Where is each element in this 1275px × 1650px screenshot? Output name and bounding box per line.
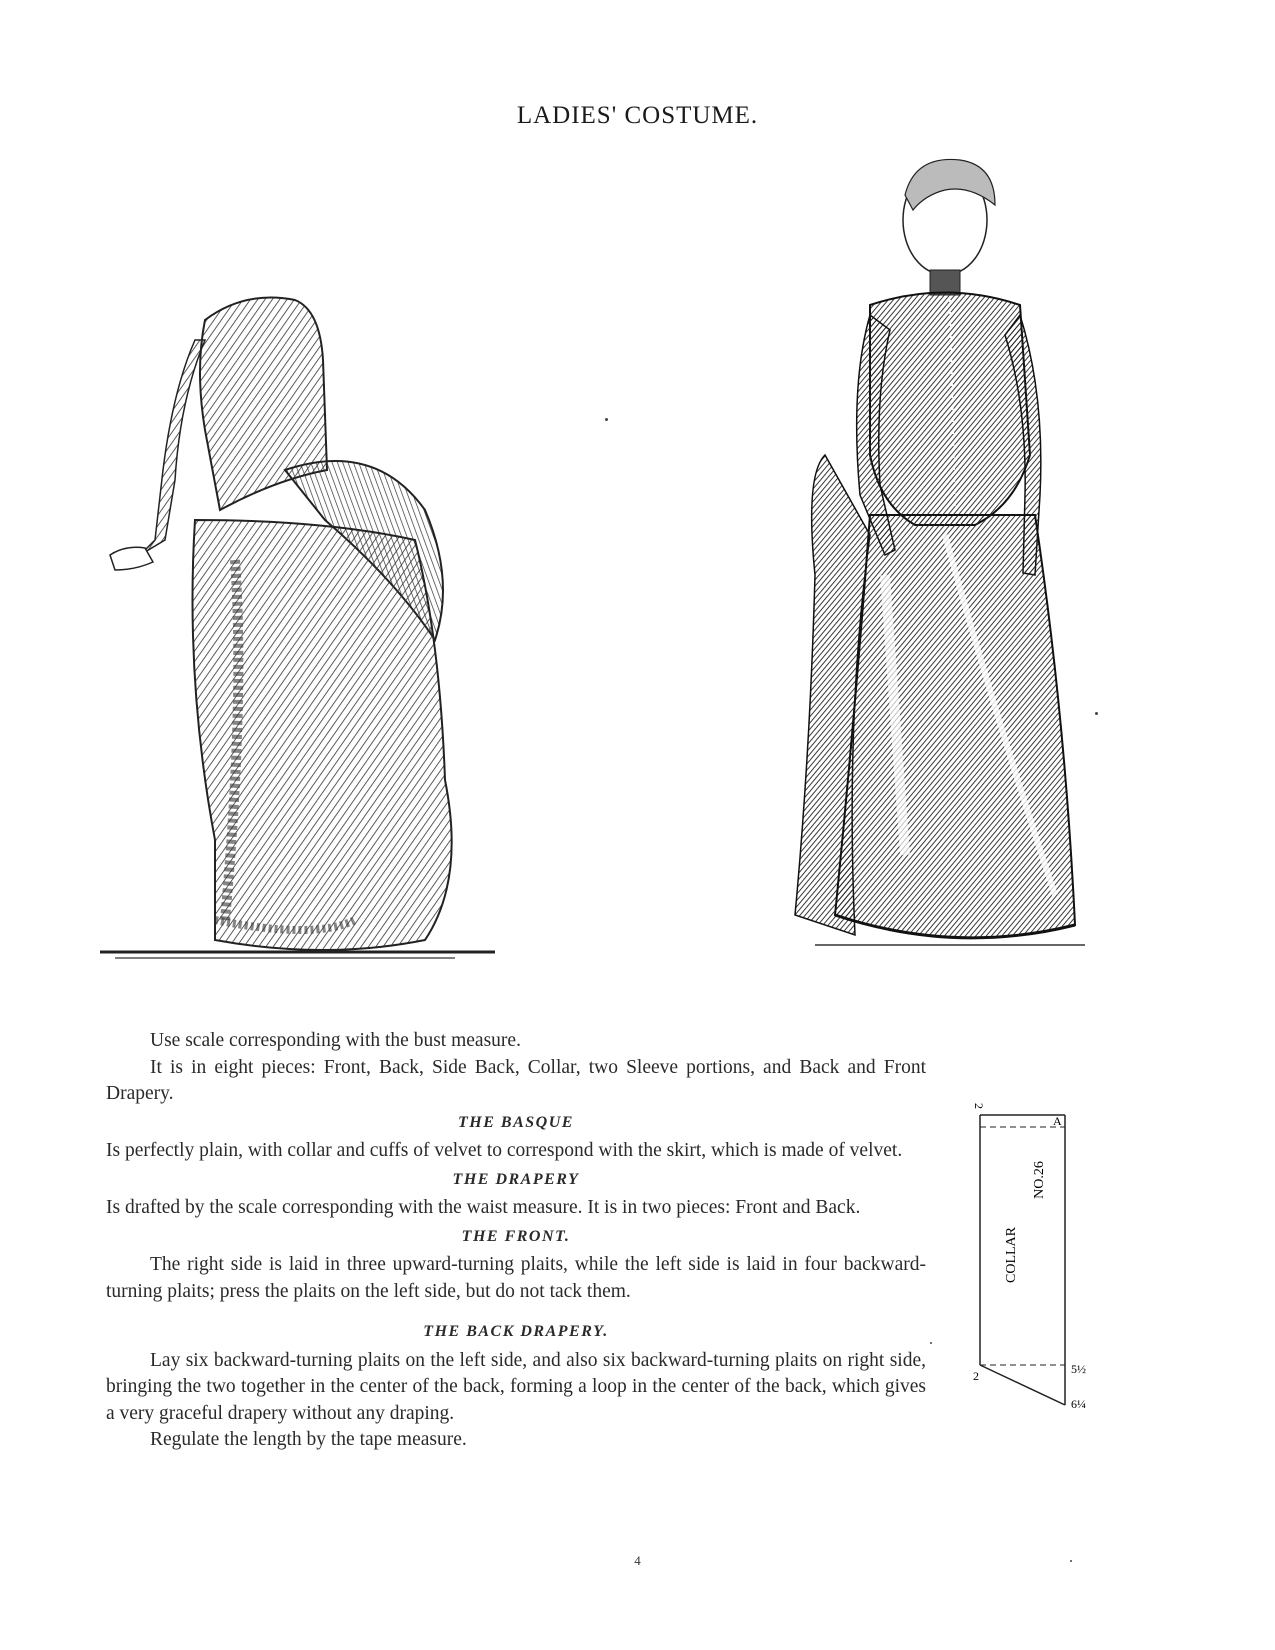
- heading-drapery: THE DRAPERY: [452, 1170, 580, 1188]
- collar-pattern-diagram: [972, 1103, 1115, 1465]
- paragraph-length: Regulate the length by the tape measure.: [150, 1429, 467, 1450]
- heading-basque: THE BASQUE: [458, 1113, 574, 1131]
- front-view-illustration: [795, 155, 1135, 995]
- paragraph-front: The right side is laid in three upward-turning plaits, while the left side is laid in four backward-turning plaits; press the plaits on the left side, but do not tack them.: [106, 1254, 926, 1302]
- heading-back-drapery: THE BACK DRAPERY.: [423, 1323, 609, 1340]
- back-view-illustration: [95, 280, 515, 1000]
- paragraph-scale: Use scale corresponding with the bust measure.: [150, 1030, 521, 1051]
- paragraph-basque: Is perfectly plain, with collar and cuffs of velvet to correspond with the skirt, which is made of velvet.: [106, 1140, 903, 1161]
- collar-mark-top: 2: [972, 1103, 986, 1109]
- paragraph-pieces: It is in eight pieces: Front, Back, Side Back, Collar, two Sleeve portions, and Back and Front Drapery.: [106, 1056, 926, 1104]
- collar-mark-bottom: 2: [973, 1369, 979, 1383]
- paragraph-drapery: Is drafted by the scale corresponding with the waist measure. It is in two pieces: Front and Back.: [106, 1197, 861, 1218]
- page-number: 4: [634, 1553, 641, 1568]
- page-title: LADIES' COSTUME.: [516, 102, 759, 129]
- heading-front: THE FRONT.: [461, 1227, 571, 1245]
- collar-mark-a: A: [1053, 1114, 1062, 1128]
- paragraph-back-drapery: Lay six backward-turning plaits on the left side, and also six backward-turning plaits on right side, bringing the two together in the center of the back, forming a loop in the center of the back, which gives a very graceful drapery without any draping.: [106, 1349, 926, 1424]
- collar-label-no: NO.26: [1032, 1161, 1047, 1199]
- collar-mark-right1: 5½: [1071, 1362, 1086, 1376]
- instructions-text: [106, 1028, 926, 1454]
- collar-label-collar: COLLAR: [1004, 1227, 1019, 1283]
- collar-mark-right2: 6¼: [1071, 1397, 1086, 1411]
